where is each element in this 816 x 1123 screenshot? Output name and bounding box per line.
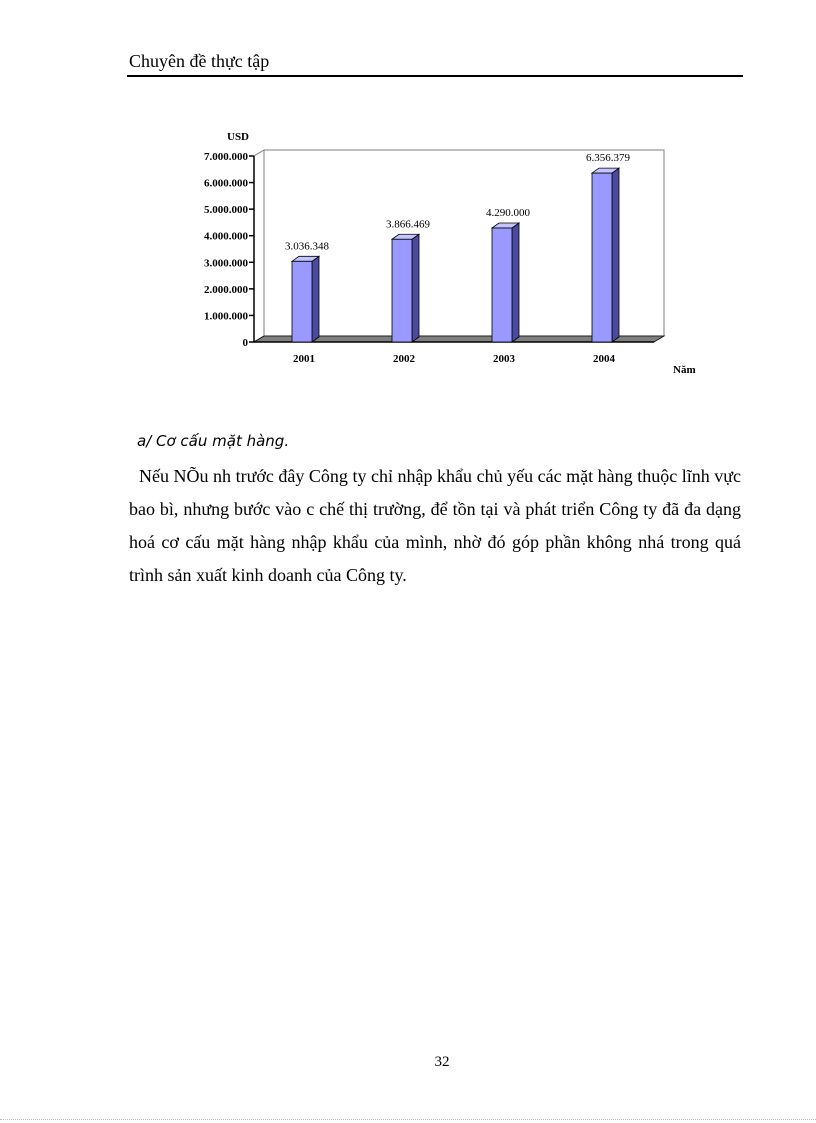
page-number: 32 <box>434 1054 450 1070</box>
header-rule <box>127 75 743 77</box>
page-bottom-border <box>0 1119 816 1120</box>
bar <box>592 173 612 342</box>
x-category-label: 2001 <box>293 353 315 365</box>
y-tick-label: 0 <box>242 337 248 349</box>
x-category-label: 2004 <box>593 353 615 365</box>
y-tick-label: 2.000.000 <box>204 283 248 296</box>
bar-chart-svg <box>180 122 720 382</box>
bar <box>292 261 312 342</box>
bar-data-label: 6.356.379 <box>586 152 630 165</box>
y-axis-title: USD <box>227 131 250 143</box>
y-tick-label: 7.000.000 <box>204 151 248 163</box>
bar <box>392 239 412 342</box>
bar <box>492 228 512 342</box>
x-category-label: 2002 <box>393 353 415 365</box>
body-paragraph <box>129 460 741 592</box>
bar-chart <box>180 122 720 382</box>
bar-side-face <box>312 256 319 342</box>
bar-data-label: 3.036.348 <box>285 240 329 253</box>
bar-side-face <box>512 223 519 342</box>
bar-side-face <box>612 168 619 342</box>
y-tick-label: 6.000.000 <box>204 177 248 190</box>
y-tick-label: 5.000.000 <box>204 204 248 217</box>
chart-side-wall <box>254 150 264 342</box>
x-category-label: 2003 <box>493 353 515 365</box>
y-tick-label: 4.000.000 <box>204 230 248 243</box>
bar-data-label: 4.290.000 <box>486 207 530 220</box>
page-header-title: Chuyên đề thực tập <box>129 51 270 71</box>
bar-data-label: 3.866.469 <box>386 218 430 231</box>
body-paragraph-text: Nếu NÕu nh trước đây Công ty chỉ nhập khẩu chủ yếu các mặt hàng thuộc lĩnh vực bao bì, nhưng bước vào c chế thị trường, để tồn tại và phát triển Công ty đã đa dạng hoá cơ cấu mặt hàng nhập khẩu của mình, nhờ đó góp phần không nhá trong quá trình sản xuất kinh doanh của Công ty. <box>129 466 741 585</box>
x-axis-title: Năm <box>673 364 696 376</box>
y-tick-label: 1.000.000 <box>204 310 248 323</box>
bar-side-face <box>412 234 419 342</box>
y-tick-label: 3.000.000 <box>204 257 248 270</box>
section-heading: a/ Cơ cấu mặt hàng. <box>137 432 290 450</box>
